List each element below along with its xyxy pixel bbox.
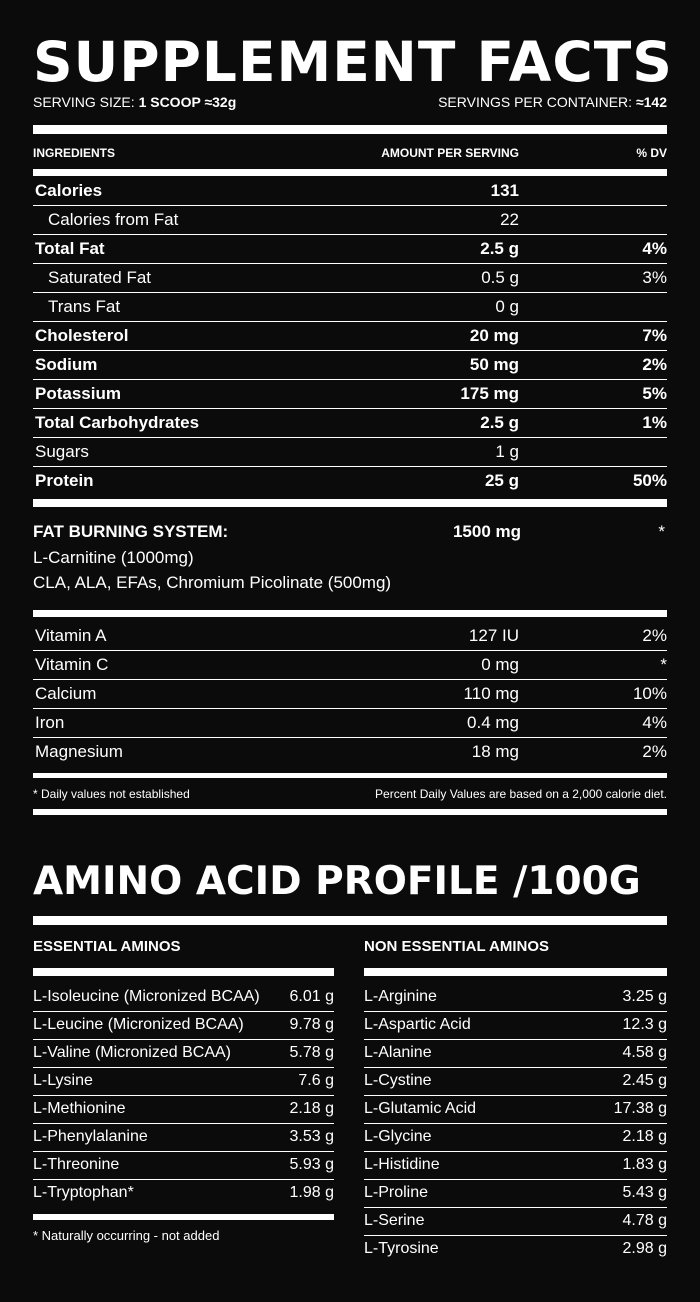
essential-amino-row-value: 6.01 g	[289, 988, 334, 1005]
divider-thick	[33, 125, 667, 134]
vitamin-row-amount: 0 mg	[481, 655, 519, 674]
vitamin-row-amount: 127 IU	[468, 626, 519, 645]
serving-info	[33, 94, 667, 114]
essential-amino-row	[33, 1096, 334, 1124]
non-essential-amino-row-name: L-Arginine	[364, 988, 437, 1005]
divider-medium	[33, 610, 667, 617]
footnote-calorie-basis: Percent Daily Values are based on a 2,000 calorie diet.	[375, 787, 667, 801]
divider-thick	[364, 968, 667, 976]
vitamin-row-name: Iron	[35, 713, 65, 732]
essential-amino-row-value: 2.18 g	[289, 1100, 334, 1117]
table-header	[33, 146, 667, 164]
non-essential-amino-row-value: 2.45 g	[622, 1072, 667, 1089]
vitamin-row	[33, 622, 667, 651]
header-ingredients: INGREDIENTS	[33, 146, 116, 160]
nutrient-row-amount: 175 mg	[460, 384, 519, 403]
non-essential-amino-row	[364, 984, 667, 1012]
essential-amino-row-value: 5.78 g	[289, 1044, 334, 1061]
nutrient-row-name: Saturated Fat	[48, 268, 152, 287]
nutrient-row-amount: 2.5 g	[480, 413, 519, 432]
non-essential-amino-row-name: L-Proline	[364, 1184, 429, 1201]
non-essential-amino-row	[364, 1124, 667, 1152]
non-essential-amino-row-name: L-Glycine	[364, 1128, 432, 1145]
fat-burning-amount: 1500 mg	[452, 522, 521, 541]
nutrient-row-dv: 5%	[642, 384, 667, 403]
nutrient-row	[33, 467, 667, 496]
nutrient-row	[33, 206, 667, 235]
fat-burning-line-1: L-Carnitine (1000mg)	[33, 548, 194, 567]
nutrient-row	[33, 409, 667, 438]
essential-amino-row-value: 1.98 g	[289, 1184, 334, 1201]
nutrient-row-amount: 20 mg	[469, 326, 519, 345]
nutrient-row-name: Sugars	[35, 442, 89, 461]
essential-aminos-heading: ESSENTIAL AMINOS	[33, 938, 181, 955]
nutrient-row-dv: 7%	[642, 326, 667, 345]
essential-amino-row-value: 5.93 g	[289, 1156, 334, 1173]
fat-burning-row	[33, 522, 667, 546]
footnote-daily-values: * Daily values not established	[33, 787, 190, 801]
vitamin-row-name: Vitamin C	[35, 655, 109, 674]
essential-amino-row	[33, 1180, 334, 1208]
nutrient-row	[33, 177, 667, 206]
nutrient-row-amount: 2.5 g	[480, 239, 519, 258]
vitamin-row	[33, 651, 667, 680]
non-essential-amino-row-name: L-Glutamic Acid	[364, 1100, 477, 1117]
vitamin-row	[33, 709, 667, 738]
non-essential-amino-row-name: L-Histidine	[364, 1156, 440, 1173]
vitamin-row-dv: *	[660, 655, 667, 674]
essential-amino-row-name: L-Phenylalanine	[33, 1128, 148, 1145]
non-essential-amino-row-value: 3.25 g	[622, 988, 667, 1005]
nutrient-row-name: Total Carbohydrates	[35, 413, 200, 432]
non-essential-amino-row-value: 5.43 g	[622, 1184, 667, 1201]
nutrient-row-dv: 4%	[642, 239, 667, 258]
nutrient-row-dv: 1%	[642, 413, 667, 432]
page-title: SUPPLEMENT FACTS	[33, 30, 673, 94]
fat-burning-line-2: CLA, ALA, EFAs, Chromium Picolinate (500mg)	[33, 573, 392, 592]
nutrient-row-name: Calories	[35, 181, 103, 200]
vitamin-row	[33, 680, 667, 709]
nutrient-row-amount: 0 g	[495, 297, 519, 316]
nutrient-row-amount: 50 mg	[469, 355, 519, 374]
footnotes	[33, 787, 667, 803]
header-dv: % DV	[636, 146, 667, 160]
non-essential-amino-row	[364, 1180, 667, 1208]
divider-medium	[33, 809, 667, 815]
non-essential-amino-row	[364, 1152, 667, 1180]
essential-amino-row-value: 9.78 g	[289, 1016, 334, 1033]
nutrient-row-dv: 50%	[632, 471, 667, 490]
non-essential-amino-row-name: L-Alanine	[364, 1044, 432, 1061]
nutrient-row	[33, 322, 667, 351]
vitamin-row	[33, 738, 667, 767]
nutrient-row-name: Trans Fat	[48, 297, 121, 316]
nutrient-row-name: Protein	[35, 471, 94, 490]
essential-amino-row-name: L-Tryptophan*	[33, 1184, 134, 1201]
nutrient-row-name: Cholesterol	[35, 326, 129, 345]
essential-amino-row-name: L-Leucine (Micronized BCAA)	[33, 1016, 244, 1033]
essential-amino-row-name: L-Methionine	[33, 1100, 126, 1117]
nutrient-row	[33, 380, 667, 409]
nutrient-row	[33, 438, 667, 467]
nutrient-row-name: Calories from Fat	[48, 210, 179, 229]
essential-amino-row	[33, 1040, 334, 1068]
non-essential-amino-row-name: L-Tyrosine	[364, 1240, 439, 1257]
essential-aminos-column	[33, 938, 334, 1248]
essential-amino-row-name: L-Lysine	[33, 1072, 93, 1089]
vitamin-row-amount: 18 mg	[471, 742, 519, 761]
nutrient-row-amount: 1 g	[495, 442, 519, 461]
non-essential-amino-row-value: 1.83 g	[622, 1156, 667, 1173]
essential-amino-row-name: L-Isoleucine (Micronized BCAA)	[33, 988, 260, 1005]
non-essential-amino-row-name: L-Serine	[364, 1212, 425, 1229]
servings-per-container-label: SERVINGS PER CONTAINER:	[438, 94, 633, 110]
servings-per-container	[438, 94, 667, 110]
nutrient-row-dv: 3%	[642, 268, 667, 287]
non-essential-amino-row-value: 4.58 g	[622, 1044, 667, 1061]
divider-thick	[33, 968, 334, 976]
non-essential-amino-row	[364, 1096, 667, 1124]
essential-amino-row-value: 7.6 g	[298, 1072, 334, 1089]
essential-amino-row-value: 3.53 g	[289, 1128, 334, 1145]
divider-medium	[33, 1214, 334, 1220]
nutrient-row-name: Potassium	[35, 384, 121, 403]
essential-amino-row	[33, 1124, 334, 1152]
divider-thick	[33, 916, 667, 925]
nutrient-row	[33, 351, 667, 380]
divider-medium	[33, 773, 667, 778]
nutrient-row	[33, 293, 667, 322]
nutrient-row-amount: 131	[490, 181, 519, 200]
essential-amino-row-name: L-Valine (Micronized BCAA)	[33, 1044, 231, 1061]
non-essential-amino-row-value: 2.98 g	[622, 1240, 667, 1257]
essential-amino-row	[33, 984, 334, 1012]
essential-amino-row	[33, 1012, 334, 1040]
serving-size-value: 1 SCOOP ≈32g	[138, 94, 237, 110]
fat-burning-label: FAT BURNING SYSTEM:	[33, 522, 229, 541]
vitamin-row-name: Calcium	[35, 684, 97, 703]
non-essential-amino-row	[364, 1236, 667, 1264]
nutrient-row-name: Total Fat	[35, 239, 105, 258]
divider-medium	[33, 169, 667, 176]
nutrient-row	[33, 264, 667, 293]
essential-amino-row	[33, 1152, 334, 1180]
divider-thick	[33, 499, 667, 507]
non-essential-amino-row-value: 17.38 g	[613, 1100, 667, 1117]
vitamin-row-amount: 0.4 mg	[467, 713, 519, 732]
nutrient-row-amount: 22	[500, 210, 519, 229]
non-essential-amino-row	[364, 1208, 667, 1236]
non-essential-amino-row-value: 4.78 g	[622, 1212, 667, 1229]
nutrient-row-name: Sodium	[35, 355, 98, 374]
vitamin-row-dv: 2%	[642, 742, 667, 761]
servings-per-container-value: ≈142	[635, 94, 667, 110]
vitamin-row-name: Vitamin A	[35, 626, 107, 645]
serving-size	[33, 94, 236, 110]
essential-amino-row-name: L-Threonine	[33, 1156, 120, 1173]
vitamin-row-dv: 2%	[642, 626, 667, 645]
non-essential-amino-row-name: L-Aspartic Acid	[364, 1016, 471, 1033]
essential-footnote: * Naturally occurring - not added	[33, 1228, 220, 1243]
non-essential-amino-row	[364, 1068, 667, 1096]
non-essential-aminos-column	[364, 938, 667, 1268]
nutrient-row-amount: 0.5 g	[481, 268, 519, 287]
non-essential-amino-row-name: L-Cystine	[364, 1072, 432, 1089]
non-essential-amino-row	[364, 1012, 667, 1040]
fat-burning-dv: *	[658, 522, 665, 541]
vitamin-row-name: Magnesium	[35, 742, 123, 761]
vitamin-row-amount: 110 mg	[463, 684, 519, 703]
essential-amino-row	[33, 1068, 334, 1096]
vitamin-row-dv: 10%	[632, 684, 667, 703]
non-essential-aminos-heading: NON ESSENTIAL AMINOS	[364, 938, 550, 955]
amino-profile-title: AMINO ACID PROFILE /100G	[33, 859, 641, 904]
vitamin-row-dv: 4%	[642, 713, 667, 732]
non-essential-amino-row	[364, 1040, 667, 1068]
serving-size-label: SERVING SIZE:	[33, 94, 135, 110]
header-amount: AMOUNT PER SERVING	[381, 146, 519, 160]
non-essential-amino-row-value: 12.3 g	[622, 1016, 667, 1033]
nutrient-row	[33, 235, 667, 264]
nutrient-row-amount: 25 g	[484, 471, 519, 490]
non-essential-amino-row-value: 2.18 g	[622, 1128, 667, 1145]
nutrient-row-dv: 2%	[642, 355, 667, 374]
